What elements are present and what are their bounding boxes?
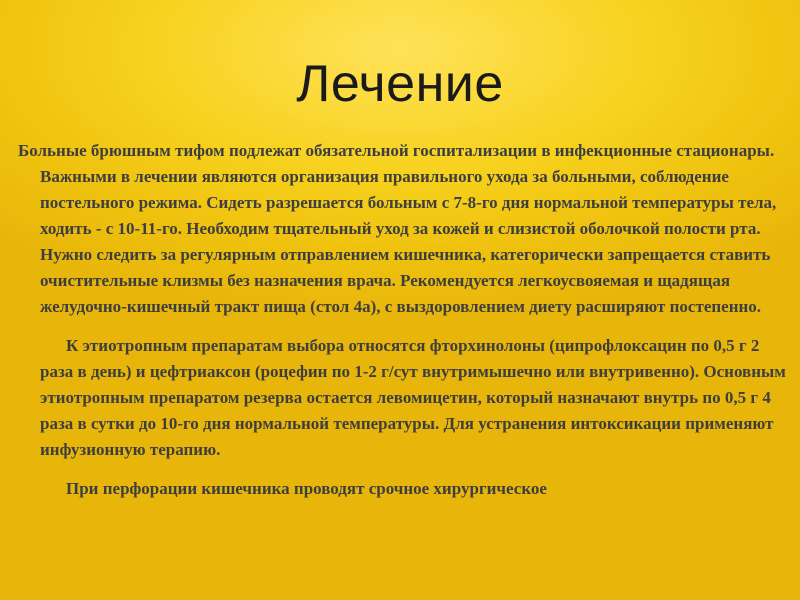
paragraph-hospitalization: Больные брюшным тифом подлежат обязательной госпитализации в инфекционные стационары. Важными в лечении являются организация правильного ухода за больными, соблюдение постельного режима. Сидеть разрешается больным с 7-8-го дня нормальной температуры тела, ходить - с 10-11-го. Необходим тщательный уход за кожей и слизистой оболочкой полости рта. Нужно следить за регулярным отправлением кишечника, категорически запрещается ставить очистительные клизмы без назначения врача. Рекомендуется легкоусвояемая и щадящая желудочно-кишечный тракт пища (стол 4а), с выздоровлением диету расширяют постепенно. xyxy=(18,141,777,316)
paragraph-perforation: При перфорации кишечника проводят срочное хирургическое xyxy=(66,479,547,498)
paragraph-etiotropic-therapy: К этиотропным препаратам выбора относятся фторхинолоны (ципрофлоксацин по 0,5 г 2 раза в день) и цефтриаксон (роцефин по 1-2 г/сут внутримышечно или внутривенно). Основным этиотропным препаратом резерва остается левомицетин, который назначают внутрь по 0,5 г 4 раза в сутки до 10-го дня нормальной температуры. Для устранения интоксикации применяют инфузионную терапию. xyxy=(40,336,786,459)
slide-title: Лечение xyxy=(296,55,504,113)
slide-body xyxy=(18,138,790,502)
